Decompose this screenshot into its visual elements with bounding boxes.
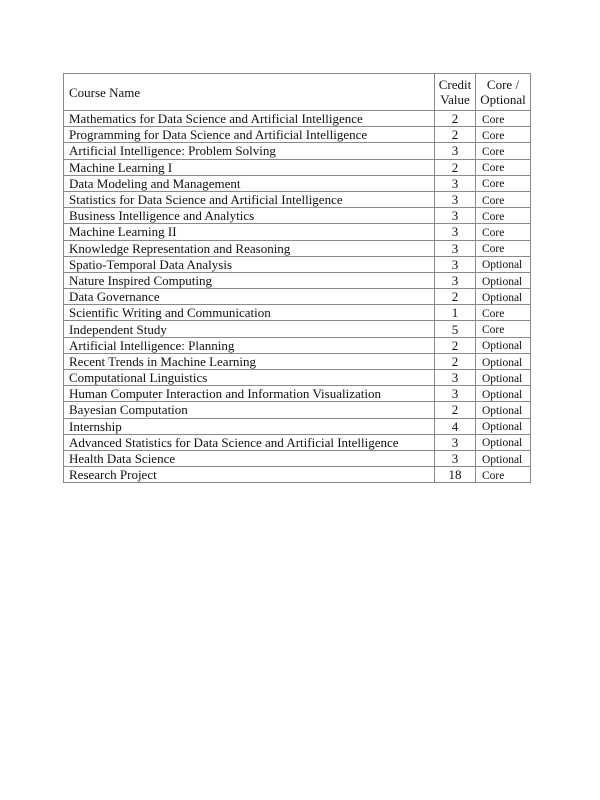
credit-value-cell: 5 [435,321,476,337]
table-row [64,321,531,337]
table-row [64,256,531,272]
table-row [64,175,531,191]
core-optional-cell: Optional [476,353,531,369]
course-name-cell: Internship [64,418,435,434]
core-optional-cell: Core [476,191,531,207]
course-name-cell: Advanced Statistics for Data Science and Artificial Intelligence [64,434,435,450]
credit-value-cell: 2 [435,127,476,143]
core-optional-cell: Core [476,208,531,224]
header-credit-line2: Value [440,92,470,107]
table-row [64,159,531,175]
credit-value-cell: 4 [435,418,476,434]
credit-value-cell: 3 [435,208,476,224]
core-optional-cell: Core [476,175,531,191]
core-optional-cell: Optional [476,256,531,272]
course-table [63,73,531,483]
credit-value-cell: 3 [435,143,476,159]
credit-value-cell: 2 [435,337,476,353]
credit-value-cell: 3 [435,434,476,450]
core-optional-cell: Optional [476,386,531,402]
credit-value-cell: 3 [435,370,476,386]
core-optional-cell: Optional [476,434,531,450]
credit-value-cell: 2 [435,159,476,175]
course-name-cell: Data Governance [64,289,435,305]
course-name-cell: Machine Learning II [64,224,435,240]
course-name-cell: Independent Study [64,321,435,337]
table-row [64,386,531,402]
course-name-cell: Recent Trends in Machine Learning [64,353,435,369]
table-row [64,434,531,450]
table-header [64,74,531,111]
course-name-cell: Statistics for Data Science and Artificial Intelligence [64,191,435,207]
core-optional-cell: Optional [476,272,531,288]
course-name-cell: Artificial Intelligence: Planning [64,337,435,353]
header-credit-value [435,74,476,111]
core-optional-cell: Core [476,159,531,175]
course-name-cell: Knowledge Representation and Reasoning [64,240,435,256]
table-row [64,208,531,224]
header-type-line1: Core / [486,77,520,92]
credit-value-cell: 18 [435,467,476,483]
credit-value-cell: 2 [435,402,476,418]
core-optional-cell: Core [476,127,531,143]
credit-value-cell: 3 [435,386,476,402]
core-optional-cell: Optional [476,289,531,305]
core-optional-cell: Core [476,111,531,127]
table-row [64,353,531,369]
credit-value-cell: 3 [435,256,476,272]
core-optional-cell: Core [476,143,531,159]
course-name-cell: Scientific Writing and Communication [64,305,435,321]
course-name-cell: Mathematics for Data Science and Artificial Intelligence [64,111,435,127]
core-optional-cell: Core [476,467,531,483]
table-row [64,418,531,434]
table-row [64,224,531,240]
header-type-line2: Optional [480,92,526,107]
core-optional-cell: Core [476,224,531,240]
table-row [64,143,531,159]
table-row [64,289,531,305]
table-row [64,240,531,256]
credit-value-cell: 3 [435,191,476,207]
course-name-cell: Spatio-Temporal Data Analysis [64,256,435,272]
table-row [64,370,531,386]
course-name-cell: Business Intelligence and Analytics [64,208,435,224]
header-course-name: Course Name [64,74,435,111]
core-optional-cell: Optional [476,337,531,353]
table-row [64,450,531,466]
header-core-optional [476,74,531,111]
table-row [64,305,531,321]
table-row [64,402,531,418]
header-credit-line1: Credit [438,77,472,92]
table-row [64,127,531,143]
credit-value-cell: 3 [435,240,476,256]
table-row [64,191,531,207]
table-body [64,111,531,483]
course-name-cell: Human Computer Interaction and Information Visualization [64,386,435,402]
table-row [64,467,531,483]
core-optional-cell: Core [476,305,531,321]
core-optional-cell: Optional [476,402,531,418]
table-row [64,337,531,353]
course-name-cell: Nature Inspired Computing [64,272,435,288]
credit-value-cell: 2 [435,289,476,305]
credit-value-cell: 3 [435,450,476,466]
credit-value-cell: 1 [435,305,476,321]
core-optional-cell: Optional [476,450,531,466]
credit-value-cell: 2 [435,111,476,127]
core-optional-cell: Core [476,240,531,256]
credit-value-cell: 3 [435,272,476,288]
table-row [64,111,531,127]
table-row [64,272,531,288]
core-optional-cell: Optional [476,418,531,434]
header-row [64,74,531,111]
credit-value-cell: 3 [435,175,476,191]
course-name-cell: Bayesian Computation [64,402,435,418]
course-name-cell: Data Modeling and Management [64,175,435,191]
course-name-cell: Research Project [64,467,435,483]
core-optional-cell: Core [476,321,531,337]
credit-value-cell: 3 [435,224,476,240]
course-name-cell: Computational Linguistics [64,370,435,386]
core-optional-cell: Optional [476,370,531,386]
course-name-cell: Programming for Data Science and Artificial Intelligence [64,127,435,143]
course-name-cell: Health Data Science [64,450,435,466]
course-name-cell: Machine Learning I [64,159,435,175]
credit-value-cell: 2 [435,353,476,369]
course-name-cell: Artificial Intelligence: Problem Solving [64,143,435,159]
